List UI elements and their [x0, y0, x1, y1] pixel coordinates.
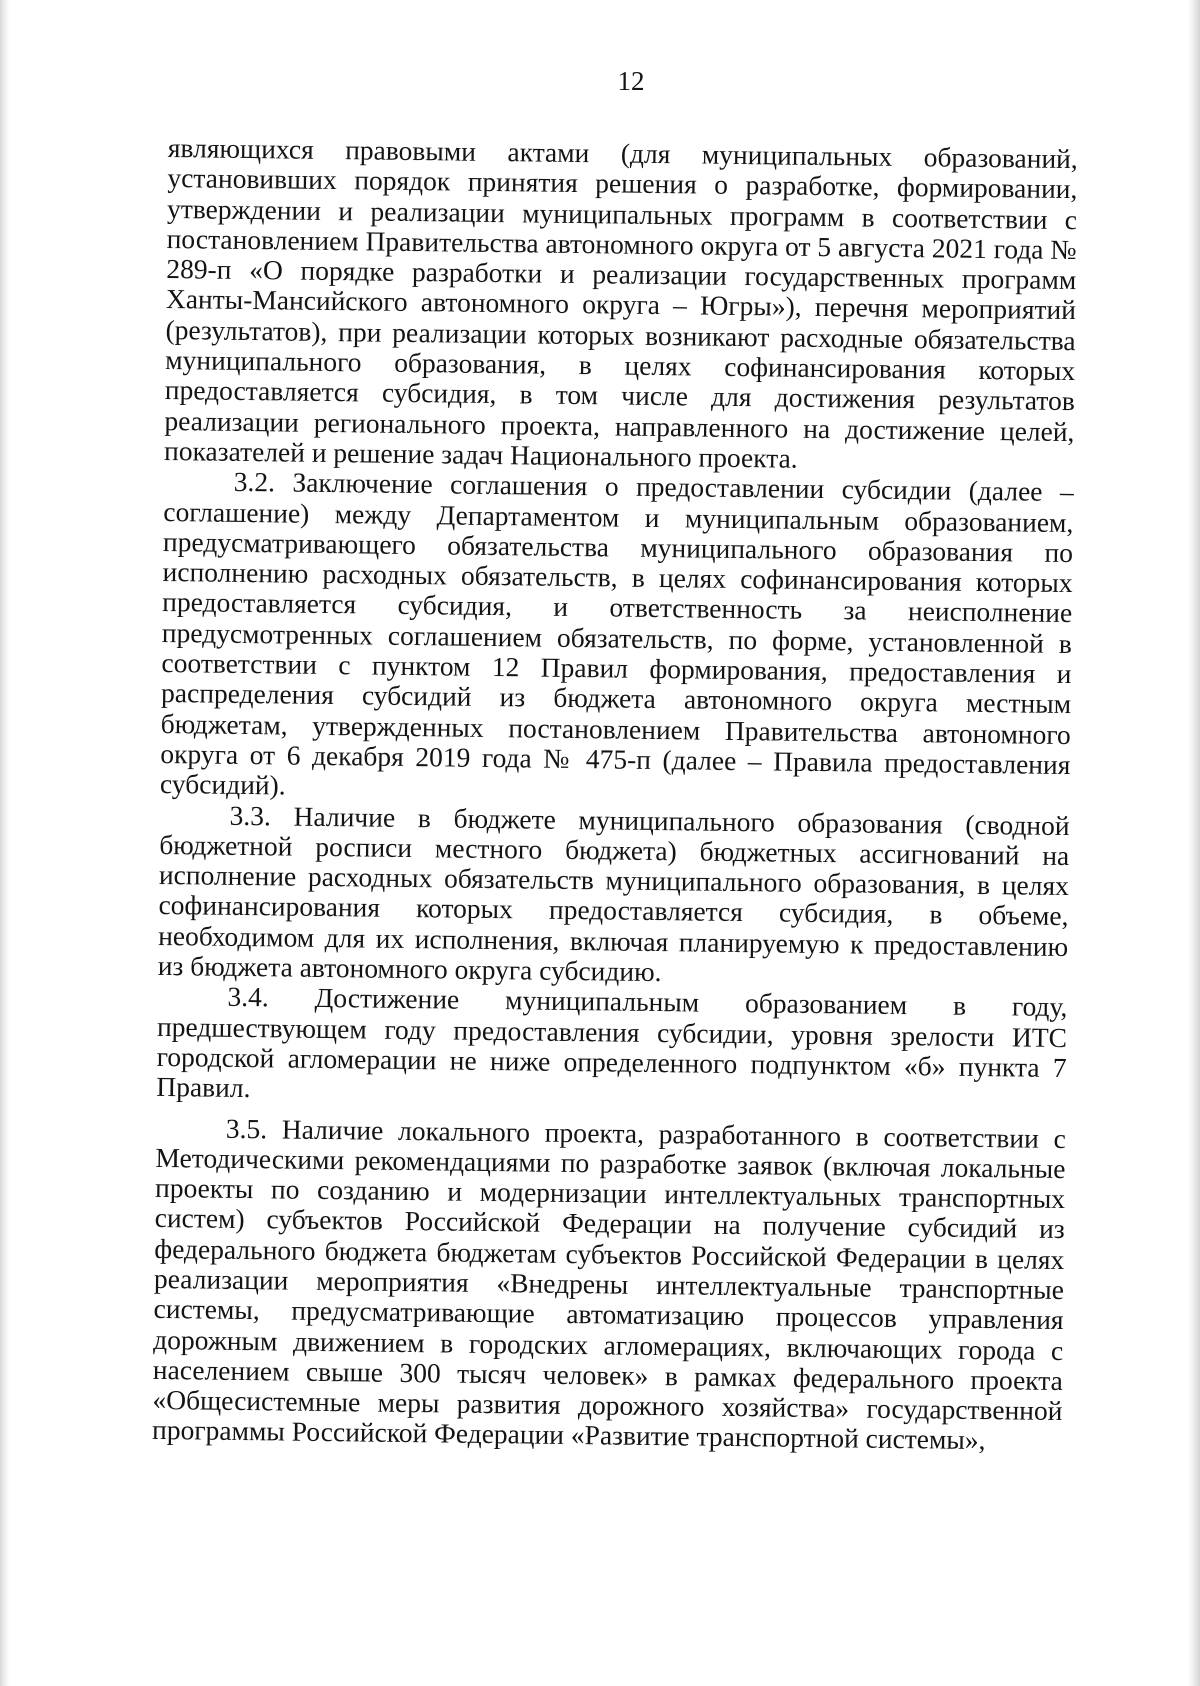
scan-edge-right	[1188, 0, 1200, 1686]
scan-edge-left	[0, 0, 10, 1686]
page-number: 12	[617, 66, 645, 96]
paragraph-3-2: 3.2. Заключение соглашения о предоставлении субсидии (далее – соглашение) между Департаментом и муниципальным образованием, предусматривающего обязательства муниципального образования по исполнению расходных обязательств, в целях софинансирования которых предоставляется субсидия, и ответственность за неисполнение предусмотренных соглашением обязательств, по форме, установленной в соответствии с пунктом 12 Правил формирования, предоставления и распределения субсидий из бюджета автономного округа местным бюджетам, утвержденных постановлением Правительства автономного округа от 6 декабря 2019 года № 475-п (далее – Правила предоставления субсидий).	[159, 466, 1074, 801]
document-body	[152, 133, 1078, 1457]
paragraph-continuation: являющихся правовыми актами (для муниципальных образований, установивших порядок принятия решения о разработке, формировании, утверждении и реализации муниципальных программ в соответствии с постановлением Правительства автономного округа от 5 августа 2021 года № 289-п «О порядке разработки и реализации государственных программ Ханты-Мансийского автономного округа – Югры»), перечня мероприятий (результатов), при реализации которых возникают расходные обязательства муниципального образования, в целях софинансирования которых предоставляется субсидия, в том числе для достижения результатов реализации регионального проекта, направленного на достижение целей, показателей и решение задач Национального проекта.	[163, 132, 1078, 474]
paragraph-3-5: 3.5. Наличие локального проекта, разработанного в соответствии с Методическими рекомендациями по разработке заявок (включая локальные проекты по созданию и модернизации интеллектуальных транспортных систем) субъектов Российской Федерации на получение субсидий из федерального бюджета бюджетам субъектов Российской Федерации в целях реализации мероприятия «Внедрены интеллектуальные транспортные системы, предусматривающие автоматизацию процессов управления дорожным движением в городских агломерациях, включающих города с населением свыше 300 тысяч человек» в рамках федерального проекта «Общесистемные меры развития дорожного хозяйства» государственной программы Российской Федерации «Развитие транспортной системы»,	[151, 1112, 1066, 1456]
paragraph-3-3: 3.3. Наличие в бюджете муниципального образования (сводной бюджетной росписи местного бюджета) бюджетных ассигнований на исполнение расходных обязательств муниципального образования, в целях софинансирования которых предоставляется субсидия, в объеме, необходимом для их исполнения, включая планируемую к предоставлению из бюджета автономного округа субсидию.	[157, 799, 1070, 988]
paragraph-3-4: 3.4. Достижение муниципальным образованием в году, предшествующем году предоставления субсидии, уровня зрелости ИТС городской агломерации не ниже определенного подпунктом «б» пункта 7 Правил.	[156, 981, 1068, 1104]
